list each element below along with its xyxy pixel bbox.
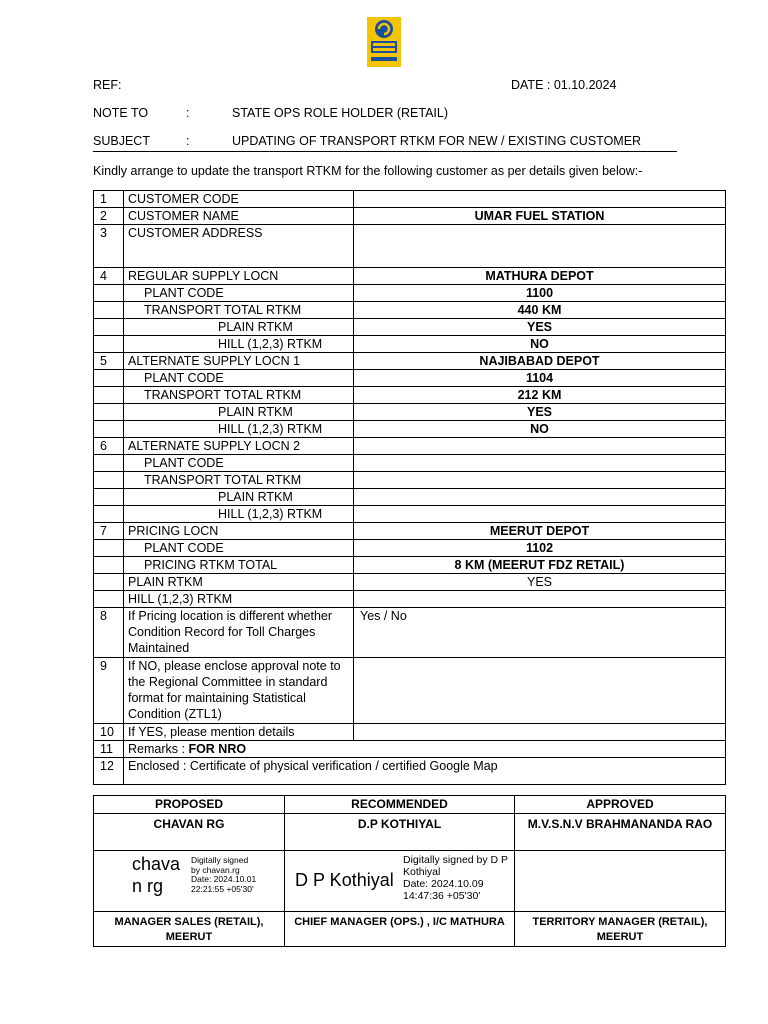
row-label: PLANT CODE [124, 455, 354, 472]
proposed-name: CHAVAN RG [94, 814, 285, 851]
row-value: 1100 [354, 285, 726, 302]
row-label: HILL (1,2,3) RTKM [124, 336, 354, 353]
row-value: NAJIBABAD DEPOT [354, 353, 726, 370]
subject-value: UPDATING OF TRANSPORT RTKM FOR NEW / EXISTING CUSTOMER [232, 134, 642, 148]
row-value: NO [354, 421, 726, 438]
table-row [94, 523, 726, 540]
row-label: PLAIN RTKM [124, 404, 354, 421]
row-label: TRANSPORT TOTAL RTKM [124, 302, 354, 319]
row-label: HILL (1,2,3) RTKM [124, 506, 354, 523]
row-number [94, 319, 124, 336]
sig-designation-row [94, 912, 726, 947]
table-row [94, 741, 726, 758]
row-value: MATHURA DEPOT [354, 268, 726, 285]
row-number: 9 [94, 658, 124, 724]
table-row [94, 421, 726, 438]
row-number [94, 455, 124, 472]
table-row [94, 758, 726, 785]
row-value: YES [354, 404, 726, 421]
sig-text-line: Date: 2024.10.01 [191, 874, 257, 884]
row-label: REGULAR SUPPLY LOCN [124, 268, 354, 285]
row-value: 440 KM [354, 302, 726, 319]
table-row [94, 208, 726, 225]
proposed-header: PROPOSED [94, 796, 285, 814]
row-number [94, 540, 124, 557]
row-number [94, 574, 124, 591]
row-value [354, 489, 726, 506]
row-label: If YES, please mention details [124, 724, 354, 741]
row-number: 12 [94, 758, 124, 785]
row-value: NO [354, 336, 726, 353]
row-value: Yes / No [354, 608, 726, 658]
proposed-designation: MANAGER SALES (RETAIL), MEERUT [94, 912, 285, 947]
proposed-digital-signature [94, 851, 285, 912]
sig-header-row [94, 796, 726, 814]
row-label: PLANT CODE [124, 540, 354, 557]
table-row [94, 489, 726, 506]
row-number: 8 [94, 608, 124, 658]
row-number: 6 [94, 438, 124, 455]
remarks-label: Remarks : [128, 742, 185, 756]
sig-text-line: Digitally signed by D P [403, 854, 509, 866]
sig-text-line: 22:21:55 +05'30' [191, 883, 254, 894]
sig-text-line: Digitally signed [191, 855, 249, 865]
table-row [94, 302, 726, 319]
row-value [354, 506, 726, 523]
row-number: 1 [94, 191, 124, 208]
subject-colon: : [186, 134, 190, 148]
row-label: If Pricing location is different whether Condition Record for Toll Charges Maintained [124, 608, 354, 658]
row-number [94, 421, 124, 438]
row-value: 212 KM [354, 387, 726, 404]
row-value [354, 438, 726, 455]
row-number [94, 370, 124, 387]
row-value: UMAR FUEL STATION [354, 208, 726, 225]
table-row [94, 591, 726, 608]
row-label: ALTERNATE SUPPLY LOCN 2 [124, 438, 354, 455]
row-number [94, 591, 124, 608]
table-row [94, 574, 726, 591]
table-row [94, 608, 726, 658]
row-value [354, 455, 726, 472]
row-number [94, 302, 124, 319]
approved-designation: TERRITORY MANAGER (RETAIL), MEERUT [515, 912, 726, 947]
note-to-value: STATE OPS ROLE HOLDER (RETAIL) [232, 106, 449, 120]
row-number [94, 387, 124, 404]
table-row [94, 455, 726, 472]
row-number: 11 [94, 741, 124, 758]
row-number: 5 [94, 353, 124, 370]
table-row [94, 268, 726, 285]
table-row [94, 658, 726, 724]
row-value: YES [354, 319, 726, 336]
row-number: 2 [94, 208, 124, 225]
table-row [94, 472, 726, 489]
row-label: CUSTOMER CODE [124, 191, 354, 208]
enclosed-cell: Enclosed : Certificate of physical verification / certified Google Map [124, 758, 726, 785]
row-value [354, 225, 726, 268]
ref-label: REF: [93, 78, 122, 92]
table-row [94, 404, 726, 421]
row-number [94, 404, 124, 421]
table-row [94, 387, 726, 404]
row-value [354, 591, 726, 608]
table-row [94, 353, 726, 370]
approved-header: APPROVED [515, 796, 726, 814]
row-label: PLAIN RTKM [124, 574, 354, 591]
row-value [354, 191, 726, 208]
subject-label: SUBJECT [93, 134, 150, 148]
note-to-label: NOTE TO [93, 106, 149, 120]
row-label: PRICING RTKM TOTAL [124, 557, 354, 574]
sig-text-line: Kothiyal [403, 866, 441, 878]
row-number: 10 [94, 724, 124, 741]
sig-signature-row [94, 851, 726, 912]
sig-text-line: 14:47:36 +05'30' [403, 890, 481, 902]
row-value: MEERUT DEPOT [354, 523, 726, 540]
row-number [94, 489, 124, 506]
row-number [94, 557, 124, 574]
row-label: PLANT CODE [124, 370, 354, 387]
table-row [94, 336, 726, 353]
row-label: PRICING LOCN [124, 523, 354, 540]
approved-signature-empty [515, 851, 726, 912]
intro-text: Kindly arrange to update the transport RTKM for the following customer as per details given below:- [93, 164, 643, 178]
row-number [94, 336, 124, 353]
row-label: TRANSPORT TOTAL RTKM [124, 387, 354, 404]
note-to-colon: : [186, 106, 190, 120]
date-label: DATE : 01.10.2024 [511, 78, 617, 92]
row-value: 1104 [354, 370, 726, 387]
signer-name-line2: n rg [132, 876, 164, 896]
row-value [354, 724, 726, 741]
table-row [94, 724, 726, 741]
bharat-petroleum-logo [366, 16, 402, 68]
row-value: YES [354, 574, 726, 591]
signature-table [93, 795, 726, 947]
table-row [94, 506, 726, 523]
row-value [354, 658, 726, 724]
row-label: PLAIN RTKM [124, 489, 354, 506]
table-row [94, 370, 726, 387]
table-row [94, 540, 726, 557]
row-label: TRANSPORT TOTAL RTKM [124, 472, 354, 489]
table-row [94, 191, 726, 208]
row-number: 4 [94, 268, 124, 285]
sig-text-line: Date: 2024.10.09 [403, 878, 484, 890]
row-label: If NO, please enclose approval note to the Regional Committee in standard format for maintaining Statistical Condition (ZTL1) [124, 658, 354, 724]
approved-name: M.V.S.N.V BRAHMANANDA RAO [515, 814, 726, 851]
remarks-value: FOR NRO [188, 742, 247, 756]
table-row [94, 319, 726, 336]
row-label: PLANT CODE [124, 285, 354, 302]
customer-details-table [93, 190, 726, 785]
table-row [94, 438, 726, 455]
row-number: 3 [94, 225, 124, 268]
row-label: CUSTOMER ADDRESS [124, 225, 354, 268]
row-number [94, 472, 124, 489]
recommended-name: D.P KOTHIYAL [285, 814, 515, 851]
table-row [94, 225, 726, 268]
table-row [94, 285, 726, 302]
row-label: HILL (1,2,3) RTKM [124, 421, 354, 438]
table-row [94, 557, 726, 574]
recommended-digital-signature [285, 851, 515, 912]
sig-text-line: by chavan.rg [191, 864, 240, 875]
sig-name-row [94, 814, 726, 851]
header-divider [93, 151, 677, 152]
row-label: PLAIN RTKM [124, 319, 354, 336]
row-number [94, 506, 124, 523]
row-value: 1102 [354, 540, 726, 557]
row-number [94, 285, 124, 302]
recommended-designation: CHIEF MANAGER (OPS.) , I/C MATHURA [285, 912, 515, 947]
remarks-cell [124, 741, 726, 758]
row-label: CUSTOMER NAME [124, 208, 354, 225]
recommended-header: RECOMMENDED [285, 796, 515, 814]
signer-name: D P Kothiyal [295, 870, 394, 890]
row-label: HILL (1,2,3) RTKM [124, 591, 354, 608]
row-label: ALTERNATE SUPPLY LOCN 1 [124, 353, 354, 370]
row-value [354, 472, 726, 489]
row-value: 8 KM (MEERUT FDZ RETAIL) [354, 557, 726, 574]
row-number: 7 [94, 523, 124, 540]
signer-name-line1: chava [132, 854, 181, 874]
